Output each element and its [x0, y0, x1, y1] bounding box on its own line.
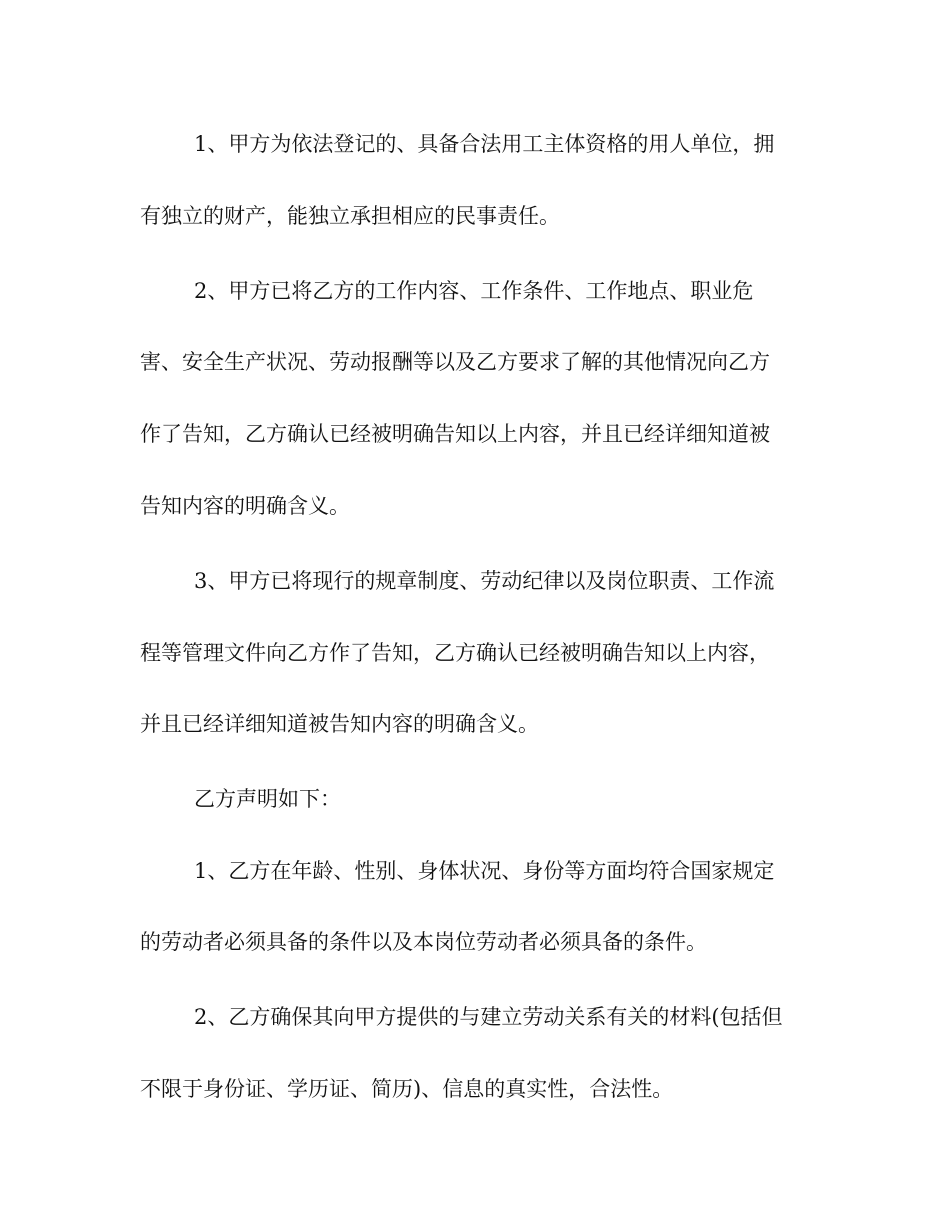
paragraph-line: 害、安全生产状况、劳动报酬等以及乙方要求了解的其他情况向乙方 [140, 350, 770, 374]
paragraph-line: 程等管理文件向乙方作了告知，乙方确认已经被明确告知以上内容， [140, 641, 770, 665]
paragraph-line: 并且已经详细知道被告知内容的明确含义。 [140, 712, 539, 736]
paragraph-line: 3、甲方已将现行的规章制度、劳动纪律以及岗位职责、工作流 [194, 569, 775, 593]
paragraph-line: 2、甲方已将乙方的工作内容、工作条件、工作地点、职业危 [194, 279, 754, 303]
paragraph-line: 的劳动者必须具备的条件以及本岗位劳动者必须具备的条件。 [140, 930, 707, 954]
paragraph-line: 告知内容的明确含义。 [140, 494, 350, 518]
paragraph-line: 1、甲方为依法登记的、具备合法用工主体资格的用人单位，拥 [194, 132, 775, 156]
paragraph-line: 有独立的财产，能独立承担相应的民事责任。 [140, 204, 560, 228]
section-heading: 乙方声明如下： [194, 787, 341, 811]
paragraph-line: 不限于身份证、学历证、简历)、信息的真实性，合法性。 [140, 1077, 674, 1101]
paragraph-line: 2、乙方确保其向甲方提供的与建立劳动关系有关的材料(包括但 [194, 1005, 783, 1029]
paragraph-line: 作了告知，乙方确认已经被明确告知以上内容，并且已经详细知道被 [140, 422, 770, 446]
paragraph-line: 1、乙方在年龄、性别、身体状况、身份等方面均符合国家规定 [194, 859, 775, 883]
